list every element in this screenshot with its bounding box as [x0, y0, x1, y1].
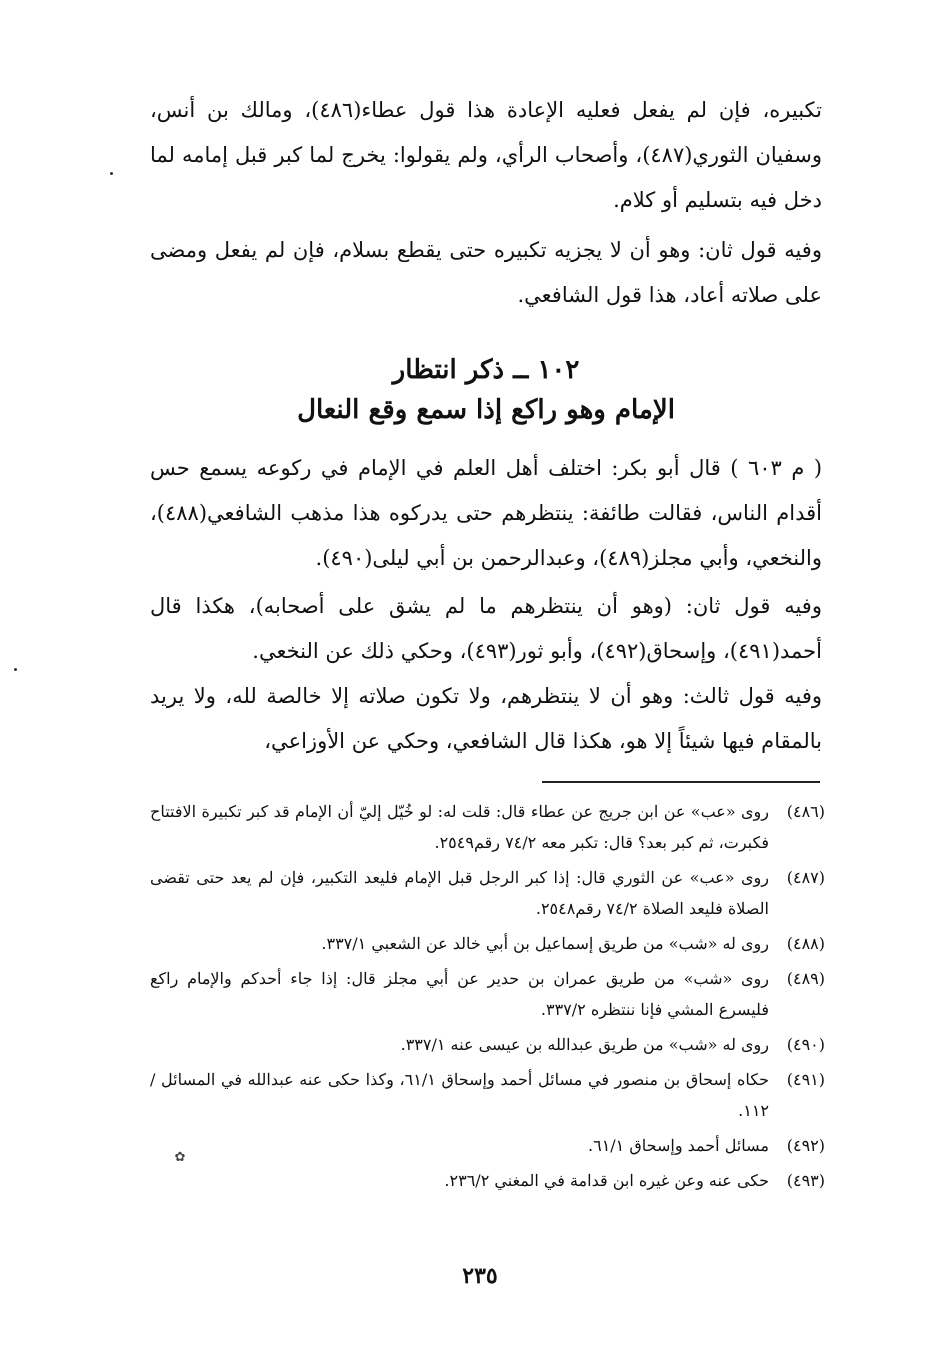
footnote-number: (٤٩٢): [786, 1136, 825, 1155]
paragraph-1: تكبيره، فإن لم يفعل فعليه الإعادة هذا قول عطاء(٤٨٦)، ومالك بن أنس، وسفيان الثوري(٤٨٧)، وأصحاب الرأي، ولم يقولوا: يخرج لما كبر قبل إمامه لما دخل فيه بتسليم أو كلام.: [150, 98, 822, 212]
library-stamp-icon: ✿: [174, 1150, 186, 1165]
section-heading-line-1: ١٠٢ ــ ذكر انتظار: [392, 355, 580, 385]
footnote-text: روى «عب» عن الثوري قال: إذا كبر الرجل قبل الإمام فليعد التكبير، فإن لم يعد حتى تقضى الصلاة فليعد الصلاة ٧٤/٢ رقم٢٥٤٨.: [150, 868, 769, 918]
footnote-492: [150, 1130, 825, 1161]
scan-speck-mark: [110, 172, 113, 175]
footnote-number: (٤٩١): [786, 1070, 825, 1089]
footnote-text: حكاه إسحاق بن منصور في مسائل أحمد وإسحاق ٦١/١، وكذا حكى عنه عبدالله في المسائل /١١٢.: [150, 1070, 769, 1120]
footnote-separator: [542, 781, 820, 783]
paragraph-3: ( م ٦٠٣ ) قال أبو بكر: اختلف أهل العلم في الإمام في ركوعه يسمع حس أقدام الناس، فقالت طائفة: ينتظرهم حتى يدركوه هذا مذهب الشافعي(٤٨٨)، والنخعي، وأبي مجلز(٤٨٩)، وعبدالرحمن بن أبي ليلى(٤٩٠).: [150, 456, 823, 570]
footnote-number: (٤٨٩): [786, 969, 825, 988]
footnote-number: (٤٩٣): [786, 1171, 825, 1190]
paragraph-4: وفيه قول ثان: (وهو أن ينتظرهم ما لم يشق على أصحابه)، هكذا قال أحمد(٤٩١)، وإسحاق(٤٩٢)، وأبو ثور(٤٩٣)، وحكي ذلك عن النخعي.: [150, 594, 822, 663]
footnote-text: حكى عنه وعن غيره ابن قدامة في المغني ٢٣٦/٢.: [444, 1171, 769, 1190]
footnote-493: [150, 1165, 825, 1196]
footnote-number: (٤٨٧): [786, 868, 825, 887]
footnote-488: [150, 928, 825, 959]
paragraph-5: وفيه قول ثالث: وهو أن لا ينتظرهم، ولا تكون صلاته إلا خالصة لله، ولا يريد بالمقام فيها شيئاً إلا هو، هكذا قال الشافعي، وحكي عن الأوزاعي،: [150, 684, 822, 753]
footnote-text: مسائل أحمد وإسحاق ٦١/١.: [588, 1136, 769, 1155]
footnote-number: (٤٨٦): [786, 802, 825, 821]
footnote-486: [150, 796, 825, 858]
page-number: ٢٣٥: [462, 1263, 498, 1289]
footnote-number: (٤٨٨): [786, 934, 825, 953]
footnote-text: روى له «شب» من طريق إسماعيل بن أبي خالد عن الشعبي ٣٣٧/١.: [321, 934, 769, 953]
footnote-487: [150, 862, 825, 924]
footnote-text: روى له «شب» من طريق عبدالله بن عيسى عنه ٣٣٧/١.: [400, 1035, 769, 1054]
footnote-489: [150, 963, 825, 1025]
footnote-text: روى «شب» من طريق عمران بن حدير عن أبي مجلز قال: إذا جاء أحدكم والإمام راكع فليسرع المشي فإنا ننتظره ٣٣٧/٢.: [150, 969, 769, 1019]
paragraph-2: وفيه قول ثان: وهو أن لا يجزيه تكبيره حتى يقطع بسلام، فإن لم يفعل ومضى على صلاته أعاد، هذا قول الشافعي.: [150, 238, 822, 307]
section-heading-line-2: الإمام وهو راكع إذا سمع وقع النعال: [297, 395, 675, 425]
footnotes: [150, 796, 825, 1200]
footnote-491: [150, 1064, 825, 1126]
footnote-text: روى «عب» عن ابن جريج عن عطاء قال: قلت له: لو خُيّل إليّ أن الإمام قد كبر تكبيرة الافتتاح فكبرت، ثم كبر بعد؟ قال: تكبر معه ٧٤/٢ رقم٢٥٤٩.: [150, 802, 769, 852]
footnote-490: [150, 1029, 825, 1060]
scan-speck-mark: [14, 668, 17, 671]
footnote-number: (٤٩٠): [786, 1035, 825, 1054]
